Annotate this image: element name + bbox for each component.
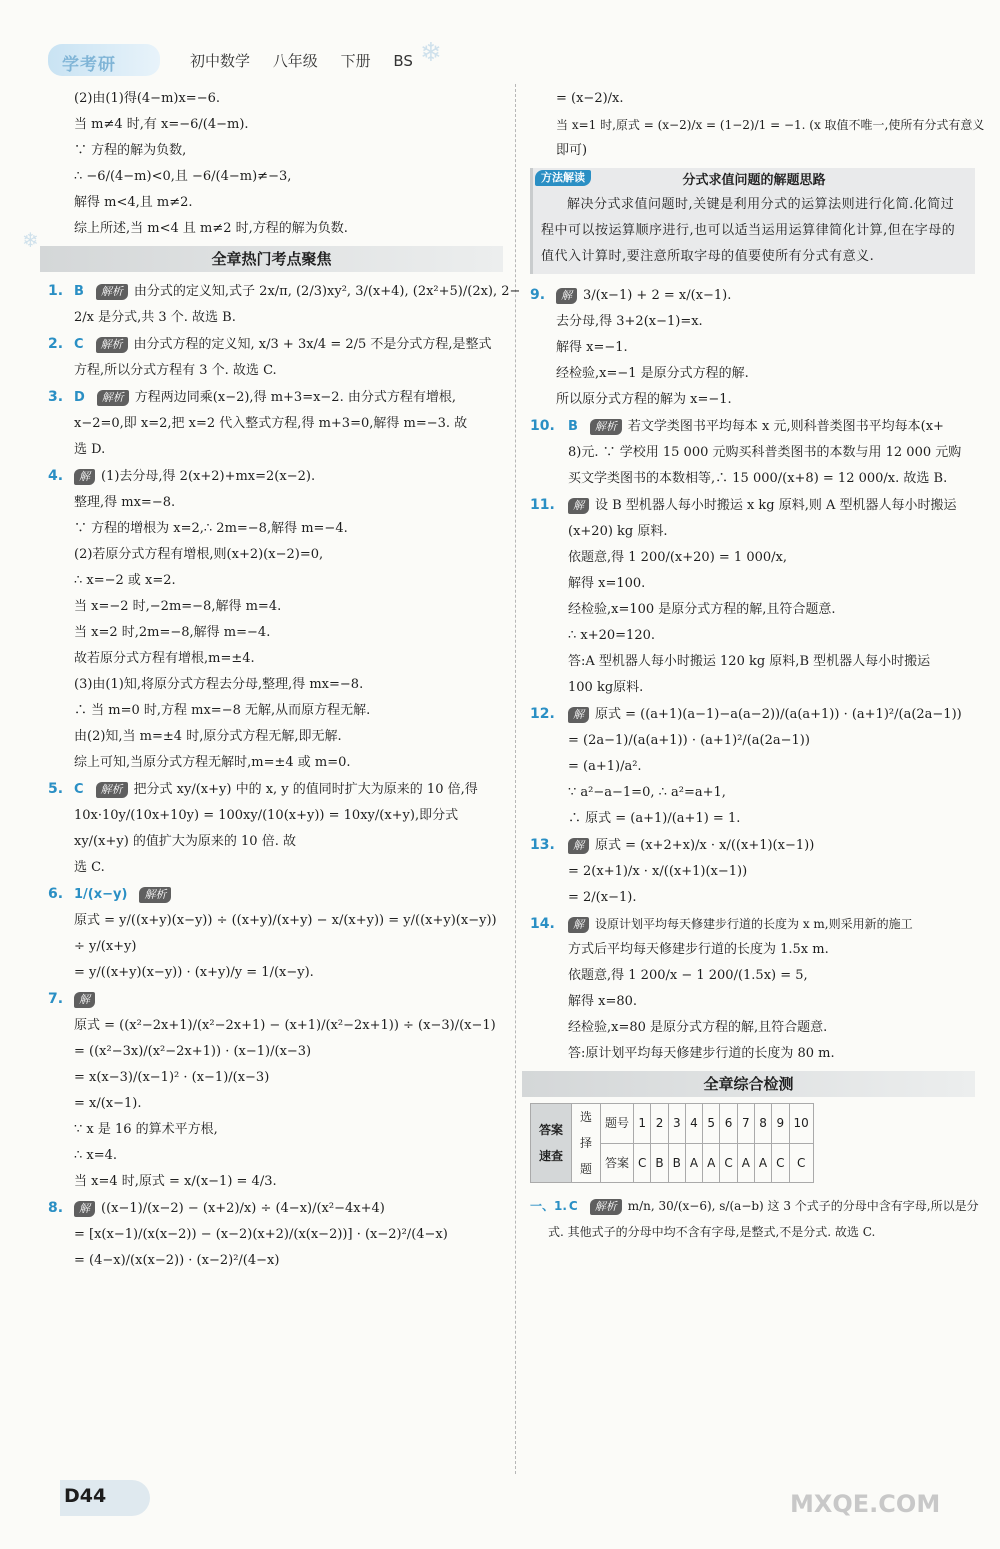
- text-line: 去分母,得 3+2(x−1)=x.: [556, 314, 703, 329]
- text-line: 若文学类图书平均每本 x 元,则科普类图书平均每本(x+: [627, 419, 944, 434]
- text-line: 8)元. ∵ 学校用 15 000 元购买科普类图书的本数与用 12 000 元购: [568, 445, 962, 460]
- question-number: 1.: [48, 283, 64, 299]
- text-line: 解得 x=80.: [568, 994, 638, 1009]
- text-line: (x+20) kg 原料.: [568, 524, 668, 539]
- text-line: 方程两边同乘(x−2),得 m+3=x−2. 由分式方程有增根,: [134, 390, 456, 405]
- text-line: 答:原计划平均每天修建步行道的长度为 80 m.: [568, 1046, 835, 1061]
- solution-tag: 解: [568, 707, 589, 723]
- question-number: 11.: [530, 497, 555, 513]
- solution-tag: 解: [568, 838, 589, 854]
- table-cell: 5: [703, 1104, 720, 1144]
- section-title-hot: 全章热门考点聚焦: [40, 246, 503, 272]
- table-cell: 8: [754, 1104, 771, 1144]
- text-line: (2)由(1)得(4−m)x=−6.: [74, 91, 220, 106]
- text-line: = 2(x+1)/x · x/((x+1)(x−1)): [568, 864, 748, 879]
- analysis-tag: 解析: [96, 782, 128, 798]
- text-line: m/n, 30/(x−6), s/(a−b) 这 3 个式子的分母中含有字母,所以是分: [627, 1199, 979, 1213]
- text-line: 方式后平均每天修建步行道的长度为 1.5x m.: [568, 942, 829, 957]
- question-12: [530, 701, 975, 832]
- answer-value: 1/(x−y): [74, 887, 128, 902]
- left-column: [48, 86, 521, 1274]
- text-line: = 2/(x−1).: [568, 890, 637, 905]
- question-10: [530, 413, 975, 492]
- table-cell: C: [789, 1143, 813, 1183]
- text-line: 原式 = ((a+1)(a−1)−a(a−2))/(a(a+1)) · (a+1)²/(a(2a−1)): [595, 707, 962, 722]
- text-line: 答:A 型机器人每小时搬运 120 kg 原料,B 型机器人每小时搬运: [568, 654, 931, 669]
- question-number: 13.: [530, 837, 555, 853]
- text-line: = (2a−1)/(a(a+1)) · (a+1)²/(a(2a−1)): [568, 733, 810, 748]
- right-column: [530, 86, 985, 1245]
- book-info: [190, 50, 431, 71]
- table-cell: A: [737, 1143, 754, 1183]
- question-type: 选择题: [572, 1104, 601, 1183]
- table-cell: 9: [772, 1104, 789, 1144]
- text-line: ∵ 方程的解为负数,: [74, 143, 187, 158]
- question-6: [48, 881, 503, 986]
- text-line: 当 x=4 时,原式 = x/(x−1) = 4/3.: [74, 1174, 277, 1189]
- text-line: 所以原分式方程的解为 x=−1.: [556, 392, 732, 407]
- section-title-test: 全章综合检测: [522, 1071, 975, 1097]
- method-title: 分式求值问题的解题思路: [682, 173, 826, 188]
- text-line: 当 x=2 时,2m=−8,解得 m=−4.: [74, 625, 271, 640]
- solution-tag: 解: [74, 469, 95, 485]
- analysis-tag: 解析: [96, 337, 128, 353]
- text-line: 当 x=−2 时,−2m=−8,解得 m=4.: [74, 599, 282, 614]
- method-label: 方法解读: [535, 170, 591, 186]
- table-cell: B: [668, 1143, 685, 1183]
- text-line: 经检验,x=80 是原分式方程的解,且符合题意.: [568, 1020, 828, 1035]
- table-cell: C: [720, 1143, 737, 1183]
- question-number: 2.: [48, 336, 64, 352]
- prev-solution: [48, 86, 503, 242]
- text-line: 设原计划平均每天修建步行道的长度为 x m,则采用新的施工: [595, 917, 913, 931]
- snowflake-icon: ❄: [22, 228, 39, 252]
- method-body: 解决分式求值问题时,关键是利用分式的运算法则进行化简.化简过程中可以按运算顺序进行,也可以适当运用运算律简化计算,但在字母的值代入计算时,要注意所取字母的值要使所有分式有意义.: [541, 197, 956, 264]
- question-number: 一、1.: [530, 1199, 567, 1213]
- text-line: (2)若原分式方程有增根,则(x+2)(x−2)=0,: [74, 547, 324, 562]
- text-line: 3/(x−1) + 2 = x/(x−1).: [583, 288, 732, 303]
- solution-tag: 解: [568, 917, 589, 933]
- text-line: 原式 = y/((x+y)(x−y)) ÷ ((x+y)/(x+y) − x/(x+y)) = y/((x+y)(x−y)) ÷ y/(x+y): [74, 913, 497, 954]
- text-line: ∴ 原式 = (a+1)/(a+1) = 1.: [568, 811, 741, 826]
- question-number: 3.: [48, 389, 64, 405]
- text-line: 由分式的定义知,式子 2x/π, (2/3)xy², 3/(x+4), (2x²+5)/(2x), 2−: [133, 284, 521, 299]
- solution-tag: 解: [74, 1201, 95, 1217]
- edition-label: BS: [393, 52, 413, 70]
- text-line: = (x−2)/x.: [556, 91, 624, 106]
- text-line: ∴ x+20=120.: [568, 628, 656, 643]
- question-8-cont: [530, 86, 985, 164]
- text-line: 经检验,x=−1 是原分式方程的解.: [556, 366, 749, 381]
- question-9: [530, 282, 975, 413]
- text-line: 解得 x=−1.: [556, 340, 628, 355]
- table-cell: 6: [720, 1104, 737, 1144]
- answer-letter: C: [74, 337, 84, 352]
- final-question: [530, 1193, 979, 1245]
- subject-label: 初中数学: [190, 52, 251, 70]
- table-cell: 1: [634, 1104, 651, 1144]
- question-2: [48, 331, 503, 384]
- text-line: 综上可知,当原分式方程无解时,m=±4 或 m=0.: [74, 755, 351, 770]
- snowflake-icon: ❄: [420, 38, 442, 68]
- text-line: = y/((x+y)(x−y)) · (x+y)/y = 1/(x−y).: [74, 965, 314, 980]
- answer-letter: B: [568, 419, 578, 434]
- question-8: [48, 1195, 503, 1274]
- page-number: D44: [64, 1485, 107, 1507]
- text-line: 式. 其他式子的分母中均不含有字母,是整式,不是分式. 故选 C.: [548, 1225, 876, 1239]
- analysis-tag: 解析: [96, 284, 128, 300]
- question-11: [530, 492, 975, 701]
- question-number: 10.: [530, 418, 555, 434]
- table-cell: 4: [685, 1104, 702, 1144]
- text-line: ∴ 当 m=0 时,方程 mx=−8 无解,从而原方程无解.: [74, 703, 371, 718]
- table-cell: 2: [651, 1104, 668, 1144]
- answer-letter: D: [74, 390, 85, 405]
- answer-table: [530, 1103, 814, 1183]
- text-line: = [x(x−1)/(x(x−2)) − (x−2)(x+2)/(x(x−2))] · (x−2)²/(4−x): [74, 1227, 448, 1242]
- question-13: [530, 832, 975, 911]
- text-line: x−2=0,即 x=2,把 x=2 代入整式方程,得 m+3=0,解得 m=−3. 故: [74, 416, 468, 431]
- header-bar: [0, 0, 1000, 80]
- text-line: 由(2)知,当 m=±4 时,原分式方程无解,即无解.: [74, 729, 342, 744]
- question-5: [48, 776, 503, 881]
- table-cell: 3: [668, 1104, 685, 1144]
- table-cell: B: [651, 1143, 668, 1183]
- row-label-number: 题号: [601, 1104, 634, 1144]
- text-line: 原式 = (x+2+x)/x · x/((x+1)(x−1)): [595, 838, 815, 853]
- text-line: 原式 = ((x²−2x+1)/(x²−2x+1) − (x+1)/(x²−2x+1)) ÷ (x−3)/(x−1): [74, 1018, 496, 1033]
- text-line: ∴ x=4.: [74, 1148, 118, 1163]
- text-line: (1)去分母,得 2(x+2)+mx=2(x−2).: [101, 469, 316, 484]
- table-cell: C: [772, 1143, 789, 1183]
- question-number: 8.: [48, 1200, 64, 1216]
- table-cell: C: [634, 1143, 651, 1183]
- text-line: 综上所述,当 m<4 且 m≠2 时,方程的解为负数.: [74, 221, 348, 236]
- question-number: 4.: [48, 468, 64, 484]
- text-line: 选 C.: [74, 860, 105, 875]
- solution-tag: 解: [74, 992, 95, 1008]
- text-line: ∵ 方程的增根为 x=2,∴ 2m=−8,解得 m=−4.: [74, 521, 348, 536]
- text-line: 把分式 xy/(x+y) 中的 x, y 的值同时扩大为原来的 10 倍,得: [133, 782, 478, 797]
- text-line: 10x·10y/(10x+10y) = 100xy/(10(x+y)) = 10xy/(x+y),即分式 xy/(x+y) 的值扩大为原来的 10 倍. 故: [74, 808, 459, 849]
- solution-tag: 解: [556, 288, 577, 304]
- answer-letter: C: [74, 782, 84, 797]
- volume-label: 下册: [340, 52, 371, 70]
- question-7: [48, 986, 503, 1195]
- text-line: = ((x²−3x)/(x²−2x+1)) · (x−1)/(x−3): [74, 1044, 312, 1059]
- question-14: [530, 911, 975, 1067]
- question-4: [48, 463, 503, 776]
- text-line: 100 kg原料.: [568, 680, 644, 695]
- answer-letter: C: [568, 1199, 578, 1213]
- text-line: 依题意,得 1 200/x − 1 200/(1.5x) = 5,: [568, 968, 808, 983]
- text-line: ((x−1)/(x−2) − (x+2)/x) ÷ (4−x)/(x²−4x+4): [101, 1201, 385, 1216]
- text-line: 解得 x=100.: [568, 576, 646, 591]
- answer-letter: B: [74, 284, 84, 299]
- table-cell: 10: [789, 1104, 813, 1144]
- brand-logo-text: 学考研: [62, 55, 116, 75]
- grade-label: 八年级: [272, 52, 318, 70]
- text-line: 解得 m<4,且 m≠2.: [74, 195, 193, 210]
- text-line: ∵ x 是 16 的算术平方根,: [74, 1122, 218, 1137]
- question-number: 6.: [48, 886, 64, 902]
- text-line: (3)由(1)知,将原分式方程去分母,整理,得 mx=−8.: [74, 677, 364, 692]
- text-line: = (a+1)/a².: [568, 759, 642, 774]
- question-3: [48, 384, 503, 463]
- analysis-tag: 解析: [97, 390, 129, 406]
- method-box: [530, 168, 975, 274]
- text-line: 2/x 是分式,共 3 个. 故选 B.: [74, 310, 236, 325]
- text-line: 即可): [556, 143, 588, 158]
- text-line: ∵ a²−a−1=0, ∴ a²=a+1,: [568, 785, 726, 800]
- analysis-tag: 解析: [590, 1199, 622, 1215]
- analysis-tag: 解析: [590, 419, 622, 435]
- text-line: 当 x=1 时,原式 = (x−2)/x = (1−2)/1 = −1. (x 取值不唯一,使所有分式有意义: [556, 118, 985, 132]
- text-line: ∴ −6/(4−m)<0,且 −6/(4−m)≠−3,: [74, 169, 292, 184]
- text-line: 当 m≠4 时,有 x=−6/(4−m).: [74, 117, 249, 132]
- table-cell: 7: [737, 1104, 754, 1144]
- text-line: 由分式方程的定义知, x/3 + 3x/4 = 2/5 不是分式方程,是整式: [133, 337, 492, 352]
- text-line: 买文学类图书的本数相等,∴ 15 000/(x+8) = 12 000/x. 故选 B.: [568, 471, 948, 486]
- question-number: 7.: [48, 991, 64, 1007]
- question-number: 14.: [530, 916, 555, 932]
- text-line: ∴ x=−2 或 x=2.: [74, 573, 176, 588]
- question-number: 5.: [48, 781, 64, 797]
- text-line: 故若原分式方程有增根,m=±4.: [74, 651, 255, 666]
- table-cell: A: [703, 1143, 720, 1183]
- row-label-answer: 答案: [601, 1143, 634, 1183]
- solution-tag: 解: [568, 498, 589, 514]
- text-line: = x/(x−1).: [74, 1096, 142, 1111]
- text-line: 依题意,得 1 200/(x+20) = 1 000/x,: [568, 550, 787, 565]
- text-line: 整理,得 mx=−8.: [74, 495, 176, 510]
- question-number: 9.: [530, 287, 546, 303]
- text-line: 方程,所以分式方程有 3 个. 故选 C.: [74, 363, 277, 378]
- watermark: MXQE.COM: [790, 1490, 941, 1518]
- text-line: 经检验,x=100 是原分式方程的解,且符合题意.: [568, 602, 836, 617]
- question-1: [48, 278, 521, 331]
- analysis-tag: 解析: [139, 887, 171, 903]
- question-number: 12.: [530, 706, 555, 722]
- table-cell: A: [685, 1143, 702, 1183]
- table-cell: A: [754, 1143, 771, 1183]
- text-line: = (4−x)/(x(x−2)) · (x−2)²/(4−x): [74, 1253, 280, 1268]
- answer-table-head: 答案速查: [531, 1104, 572, 1183]
- text-line: 选 D.: [74, 442, 106, 457]
- text-line: 设 B 型机器人每小时搬运 x kg 原料,则 A 型机器人每小时搬运: [595, 498, 957, 513]
- text-line: = x(x−3)/(x−1)² · (x−1)/(x−3): [74, 1070, 270, 1085]
